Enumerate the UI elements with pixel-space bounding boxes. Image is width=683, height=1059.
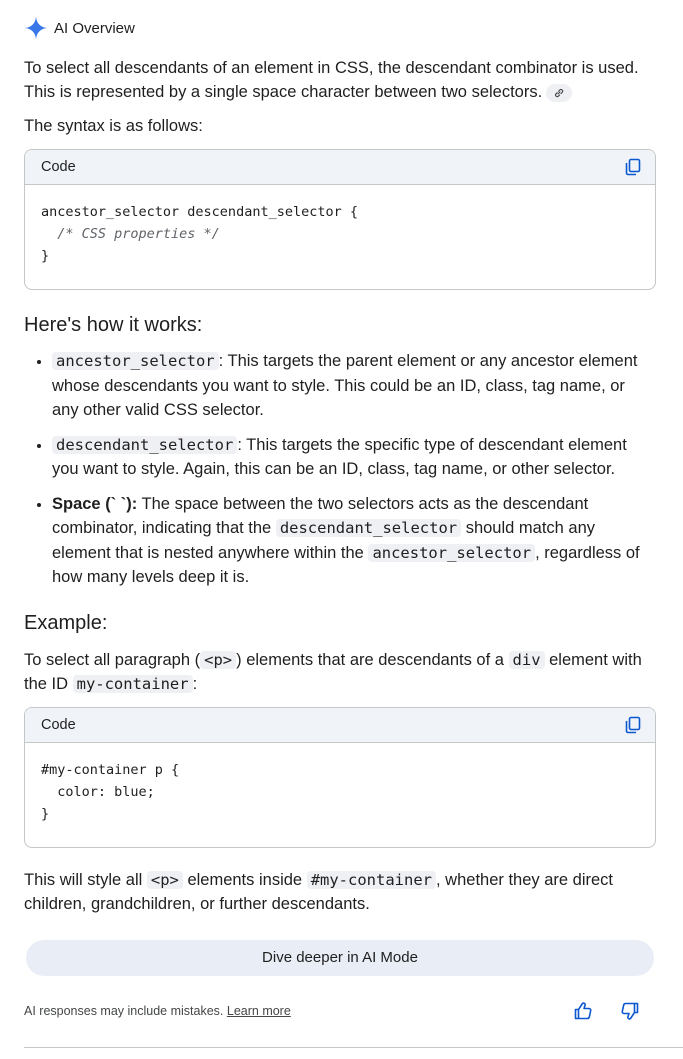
code-block-example [24, 707, 656, 848]
code-line: color: blue; [41, 783, 155, 800]
code-line: } [41, 805, 50, 822]
learn-more-link[interactable]: Learn more [226, 1003, 291, 1018]
list-item [52, 492, 656, 590]
footer [24, 998, 656, 1024]
copy-icon[interactable] [623, 157, 643, 177]
syntax-label: The syntax is as follows: [24, 117, 203, 135]
header-title: AI Overview [54, 19, 135, 37]
example-paragraph [24, 648, 656, 696]
inline-code: div [509, 651, 545, 669]
copy-icon[interactable] [623, 715, 643, 735]
inline-code: ancestor_selector [52, 352, 219, 370]
inline-code: <p> [147, 871, 183, 889]
inline-code: #my-container [307, 871, 436, 889]
code-line: } [41, 248, 50, 264]
text: , whether they are direct children, grandchildren, or further descendants. [24, 870, 614, 913]
code-block-syntax [24, 149, 656, 290]
sparkle-icon [24, 16, 48, 40]
divider [24, 1047, 683, 1048]
explanation-list [24, 349, 656, 590]
code-content [25, 743, 655, 847]
ai-overview [24, 14, 656, 1024]
list-item-text: should match any element that is nested anywhere within the [52, 519, 596, 562]
list-item-bold: Space (` `): [52, 494, 138, 513]
code-block-label: Code [41, 716, 76, 733]
list-item-text: The space between the two selectors acts as the descendant combinator, indicating that the [52, 494, 589, 537]
text: elements inside [182, 870, 307, 889]
code-block-label: Code [41, 159, 76, 175]
code-block-header [25, 708, 655, 743]
link-icon[interactable] [546, 84, 572, 102]
inline-code: descendant_selector [52, 436, 237, 454]
thumbs-up-icon[interactable] [573, 1001, 593, 1021]
list-item-text: : This targets the specific type of descendant element you want to style. Again, this can be an ID, class, tag name, or other selector. [52, 435, 627, 478]
code-comment: /* CSS properties */ [41, 226, 220, 242]
intro-text: To select all descendants of an element in CSS, the descendant combinator is used. This is represented by a single space character between two selectors. [24, 59, 639, 101]
list-item-text: , regardless of how many levels deep it is. [52, 543, 640, 586]
disclaimer-text: AI responses may include mistakes. [24, 1003, 224, 1018]
inline-code: my-container [73, 675, 193, 693]
inline-code: ancestor_selector [368, 544, 535, 562]
list-item [52, 433, 656, 482]
text: To select all paragraph ( [24, 650, 201, 669]
inline-code: <p> [200, 651, 236, 669]
code-block-header [25, 150, 655, 185]
example-heading: Example: [24, 611, 108, 634]
intro-paragraph [24, 56, 656, 104]
thumbs-down-icon[interactable] [620, 1001, 640, 1021]
code-line: #my-container p { [41, 761, 180, 778]
feedback-buttons [573, 1001, 640, 1021]
inline-code: descendant_selector [276, 519, 461, 537]
text: This will style all [24, 870, 147, 889]
dive-deeper-button[interactable]: Dive deeper in AI Mode [26, 940, 654, 976]
list-item-text: : This targets the parent element or any ancestor element whose descendants you want to style. This could be an ID, class, tag name, or any other valid CSS selector. [52, 352, 638, 419]
list-item [52, 349, 656, 423]
how-it-works-heading: Here's how it works: [24, 314, 203, 336]
text: : [192, 674, 198, 693]
code-line: ancestor_selector descendant_selector { [41, 204, 358, 220]
disclaimer [24, 1004, 291, 1018]
ai-overview-header [24, 14, 656, 42]
code-content [25, 185, 655, 289]
text: ) elements that are descendants of a [236, 650, 509, 669]
outro-paragraph [24, 868, 656, 916]
text: element with the ID [24, 650, 642, 693]
